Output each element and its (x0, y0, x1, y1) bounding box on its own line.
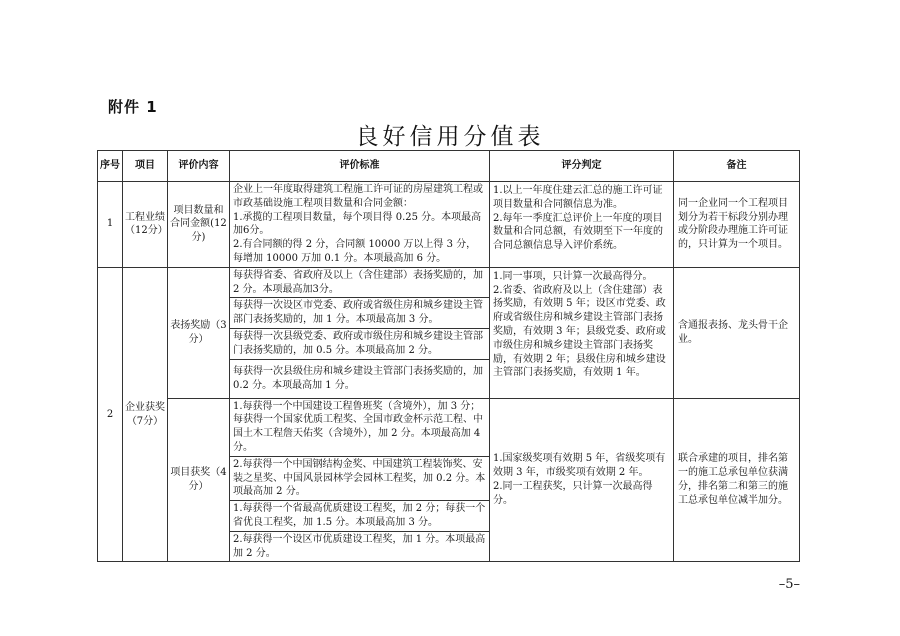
table-row-2e (98, 398, 800, 456)
attachment-label: 附件 1 (108, 98, 158, 116)
project-content: 项目获奖（4分） (168, 398, 230, 562)
row2-item: 企业获奖（7分） (123, 267, 168, 562)
table-row-2a (98, 267, 800, 298)
page-number: –5– (778, 577, 800, 592)
document-title: 良好信用分值表 (355, 124, 545, 150)
row1-seq: 1 (98, 182, 123, 268)
commend-standard-2: 每获得一次设区市党委、政府或省级住房和城乡建设主管部门表扬奖励的，加 1 分。本项最高加 3 分。 (230, 298, 490, 329)
project-judgement: 1.国家级奖项有效期 5 年，省级奖项有效期 3 年，市级奖项有效期 2 年。 2.同一工程获奖，只计算一次最高得分。 (490, 398, 674, 562)
project-standard-1: 1.每获得一个中国建设工程鲁班奖（含境外），加 3 分；每获得一个国家优质工程奖、全国市政金杯示范工程、中国土木工程詹天佑奖（含境外），加 2 分。本项最高加 4 分。 (230, 398, 490, 456)
row1-content: 项目数量和合同金额(12分) (168, 182, 230, 268)
commend-judgement: 1.同一事项，只计算一次最高得分。 2.省委、省政府及以上（含住建部）表扬奖励，有效期 5 年；设区市党委、政府或省级住房和城乡建设主管部门表扬奖励，有效期 3 年；县级党委、政府或市级住房和城乡建设主管部门表扬奖励，有效期 2 年；县级住房和城乡建设主管部门表扬奖励，有效期 1 年。 (490, 267, 674, 398)
commend-content: 表扬奖励（3分） (168, 267, 230, 398)
header-remark: 备注 (674, 151, 800, 182)
table-row-1 (98, 182, 800, 268)
table-header-row (98, 151, 800, 182)
header-standard: 评价标准 (230, 151, 490, 182)
header-judgement: 评分判定 (490, 151, 674, 182)
row1-remark: 同一企业同一个工程项目划分为若干标段分别办理或分阶段办理施工许可证的，只计算为一个项目。 (674, 182, 800, 268)
row2-seq: 2 (98, 267, 123, 562)
commend-remark: 含通报表扬、龙头骨干企业。 (674, 267, 800, 398)
header-item: 项目 (123, 151, 168, 182)
header-content: 评价内容 (168, 151, 230, 182)
project-remark: 联合承建的项目，排名第一的施工总承包单位获满分，排名第二和第三的施工总承包单位减半加分。 (674, 398, 800, 562)
row1-judgement: 1.以上一年度住建云汇总的施工许可证项目数量和合同额信息为准。 2.每年一季度汇总评价上一年度的项目数量和合同总额，有效期至下一年度的合同总额信息导入评价系统。 (490, 182, 674, 268)
row1-standard: 企业上一年度取得建筑工程施工许可证的房屋建筑工程或市政基础设施工程项目数量和合同金额： 1.承揽的工程项目数量，每个项目得 0.25 分。本项最高加6分。 2.有合同额的得 2 分，合同额 10000 万以上得 3 分，每增加 10000 万加 0.1 分。本项最高加 6 分。 (230, 182, 490, 268)
commend-standard-1: 每获得省委、省政府及以上（含住建部）表扬奖励的，加 2 分。本项最高加3分。 (230, 267, 490, 298)
header-seq: 序号 (98, 151, 123, 182)
credit-score-table (97, 150, 800, 562)
commend-standard-4: 每获得一次县级住房和城乡建设主管部门表扬奖励的，加 0.2 分。本项最高加 1 分。 (230, 359, 490, 398)
commend-standard-3: 每获得一次县级党委、政府或市级住房和城乡建设主管部门表扬奖励的，加 0.5 分。本项最高加 2 分。 (230, 328, 490, 359)
project-standard-2: 2.每获得一个中国钢结构金奖、中国建筑工程装饰奖、安装之星奖、中国风景园林学会园林工程奖，加 0.2 分。本项最高加 2 分。 (230, 456, 490, 500)
project-standard-4: 2.每获得一个设区市优质建设工程奖，加 1 分。本项最高加 2 分。 (230, 531, 490, 562)
project-standard-3: 1.每获得一个省最高优质建设工程奖，加 2 分；每获一个省优良工程奖，加 1.5 分。本项最高加 3 分。 (230, 501, 490, 532)
row1-item: 工程业绩（12分） (123, 182, 168, 268)
